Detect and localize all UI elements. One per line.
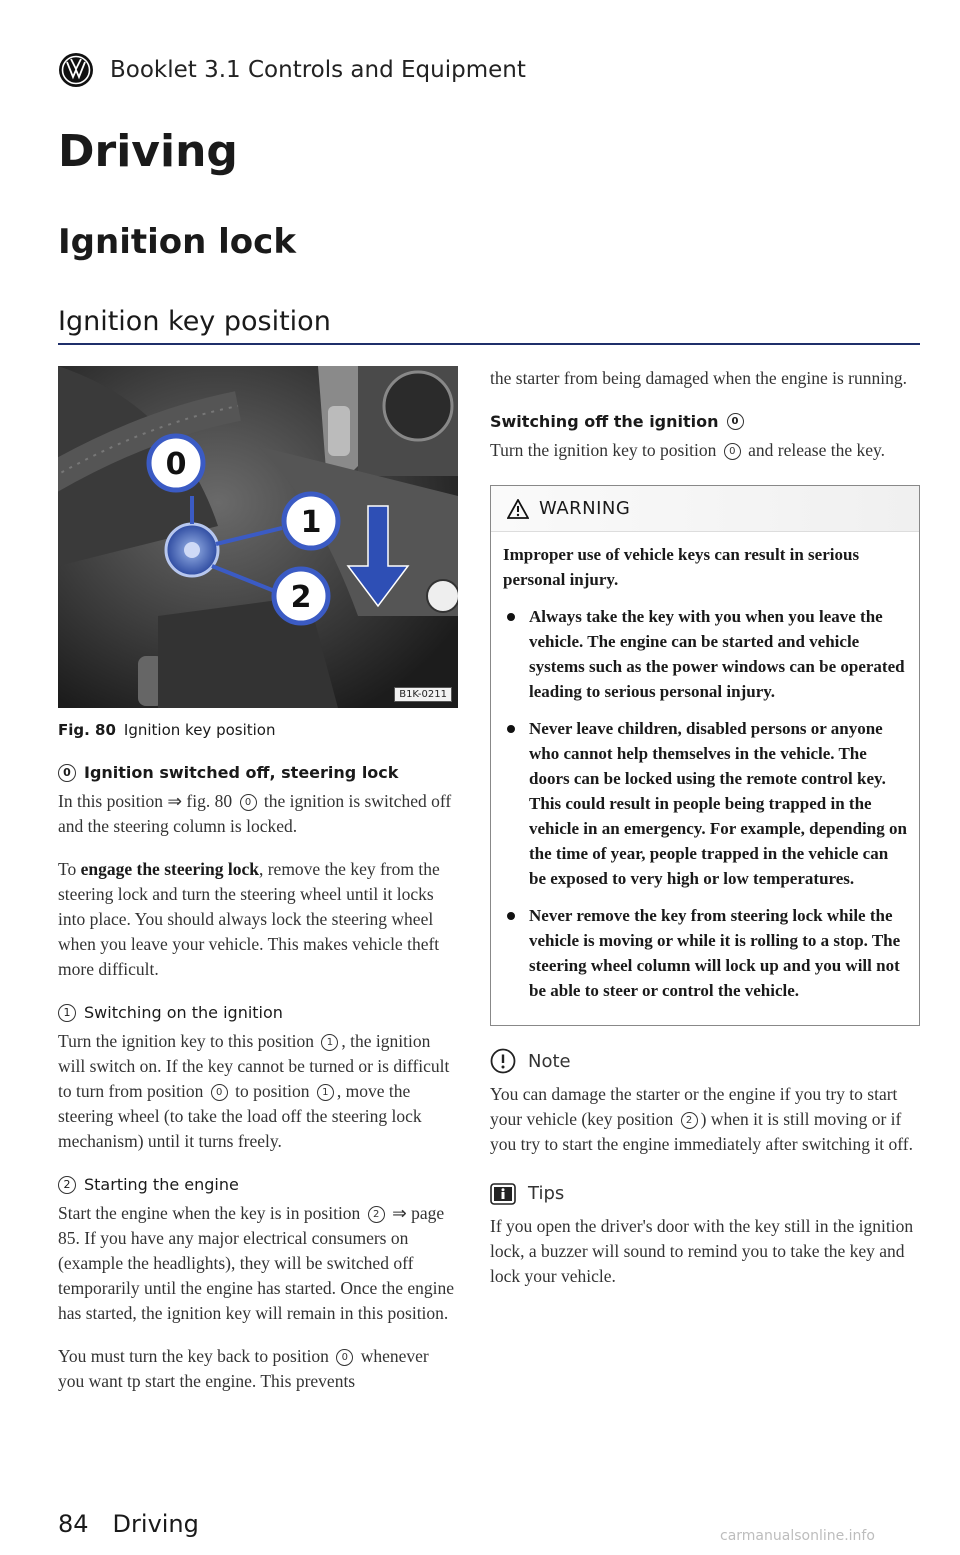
position-0-icon: 0 [727, 413, 744, 430]
warning-triangle-icon [507, 499, 529, 519]
chapter-heading: Driving [58, 126, 238, 177]
warning-header: WARNING [491, 486, 919, 532]
page-header [58, 52, 526, 88]
position-2-icon: 2 [368, 1206, 385, 1223]
right-column [490, 366, 920, 1307]
tips-header: Tips [490, 1181, 920, 1206]
vw-logo-icon [58, 52, 94, 88]
figure-label-0: 0 [165, 447, 187, 482]
figure-caption [58, 721, 275, 739]
note-text: You can damage the starter or the engine if you try to start your vehicle (key position 2 ) when it is still moving or if you try to start the engine immediately after switching it off. [490, 1084, 913, 1154]
figure-label-2: 2 [290, 580, 312, 615]
booklet-title: Booklet 3.1 Controls and Equipment [110, 57, 526, 83]
subhead-ignition-off: 0 Ignition switched off, steering lock [58, 760, 458, 785]
warning-intro: Improper use of vehicle keys can result in serious personal injury. [503, 545, 860, 589]
warning-box [490, 485, 920, 1026]
info-icon [490, 1183, 516, 1205]
left-column [58, 760, 458, 1412]
note-header: Note [490, 1048, 920, 1074]
position-0-icon: 0 [336, 1349, 353, 1366]
paragraph: Turn the ignition key to position 0 and release the key. [490, 440, 885, 460]
paragraph: To engage the steering lock, remove the key from the steering lock and turn the steering wheel until it locks into place. You should always lock the steering wheel when you leave your vehicle. This makes vehicle theft more difficult. [58, 859, 440, 979]
position-1-icon: 1 [58, 1004, 76, 1022]
paragraph: You must turn the key back to position 0 whenever you want tp start the engine. This prevents [58, 1346, 429, 1391]
paragraph: Turn the ignition key to this position 1 , the ignition will switch on. If the key cannot be turned or is difficult to turn from position 0 to position 1 , move the steering wheel (to take the load off the steering lock mechanism) until it turns freely. [58, 1031, 450, 1151]
note-icon [490, 1048, 516, 1074]
page-number: 84 [58, 1510, 89, 1538]
bullet-icon [507, 725, 515, 733]
position-2-icon: 2 [681, 1112, 698, 1129]
position-0-icon: 0 [724, 443, 741, 460]
subhead-ignition-switch-off: Switching off the ignition 0 [490, 409, 920, 434]
position-1-icon: 1 [317, 1084, 334, 1101]
section-heading: Ignition lock [58, 222, 296, 262]
figure-caption-text: Ignition key position [123, 721, 276, 739]
position-2-icon: 2 [58, 1176, 76, 1194]
position-0-icon: 0 [58, 764, 76, 782]
subhead-starting-engine: 2 Starting the engine [58, 1172, 458, 1197]
bullet-icon [507, 912, 515, 920]
paragraph: In this position ⇒ fig. 80 0 the ignition is switched off and the steering column is locked. [58, 791, 452, 836]
warning-bullet: Always take the key with you when you leave the vehicle. The engine can be started and vehicle systems such as the power windows can be operated leading to serious personal injury. [503, 604, 907, 704]
ignition-illustration [58, 366, 458, 708]
bullet-icon [507, 613, 515, 621]
paragraph: Start the engine when the key is in position 2 ⇒ page 85. If you have any major electrical consumers on (example the headlights), they will be switched off temporarily until the engine has started. Once the engine has started, the ignition key will remain in this position. [58, 1203, 455, 1323]
footer-label: Driving [112, 1510, 199, 1538]
paragraph: the starter from being damaged when the engine is running. [490, 368, 907, 388]
position-0-icon: 0 [240, 794, 257, 811]
section-divider [58, 343, 920, 345]
figure-code: B1K-0211 [394, 687, 452, 702]
figure-number: Fig. 80 [58, 721, 116, 739]
position-0-icon: 0 [211, 1084, 228, 1101]
warning-bullet: Never leave children, disabled persons or anyone who cannot help themselves in the vehicle. The doors can be locked using the remote control key. This could result in people being trapped in the vehicle in an emergency. For example, depending on the time of year, people trapped in the vehicle can be exposed to very high or low temperatures. [503, 716, 907, 891]
subsection-heading: Ignition key position [58, 306, 331, 337]
position-1-icon: 1 [321, 1034, 338, 1051]
page-footer [58, 1510, 199, 1538]
watermark: carmanualsonline.info [720, 1528, 875, 1544]
figure-label-1: 1 [300, 505, 322, 540]
warning-bullet: Never remove the key from steering lock while the vehicle is moving or while it is rolling to a stop. The steering wheel column will lock up and you will not be able to steer or control the vehicle. [503, 903, 907, 1003]
tips-text: If you open the driver's door with the key still in the ignition lock, a buzzer will sound to remind you to take the key and lock your vehicle. [490, 1216, 914, 1286]
ignition-key-figure [58, 366, 458, 708]
subhead-ignition-on: 1 Switching on the ignition [58, 1000, 458, 1025]
